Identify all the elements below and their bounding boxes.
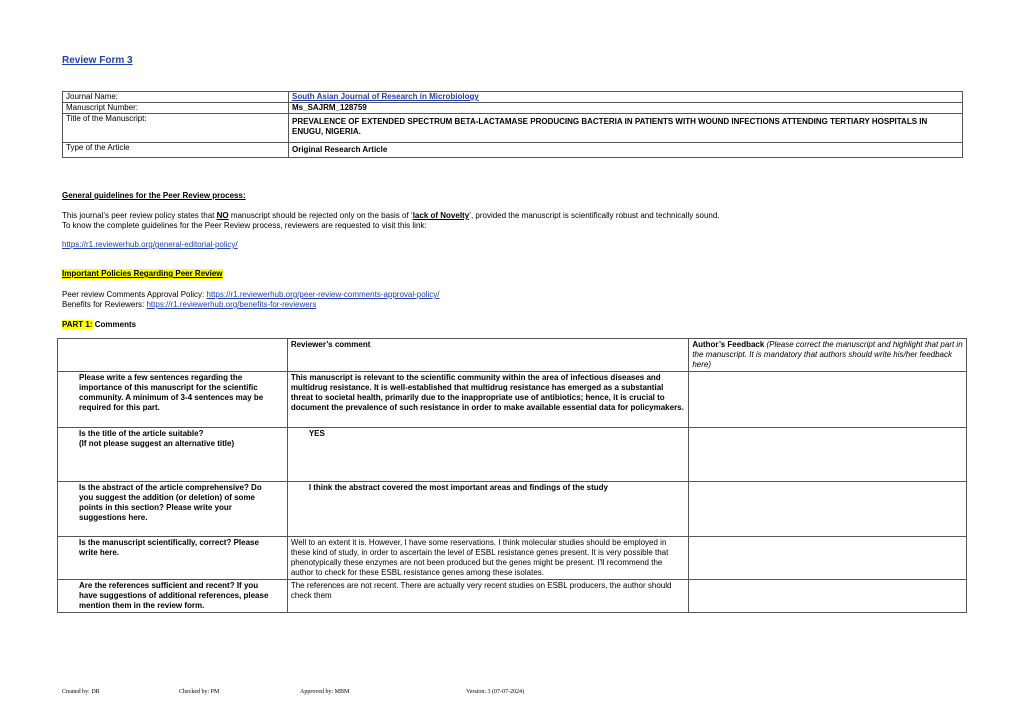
policy-text-end: ’, provided the manuscript is scientifically robust and technically sound.: [469, 211, 720, 220]
reviewer-comment-header: Reviewer’s comment: [287, 339, 689, 372]
article-type-row: [63, 143, 963, 158]
review-comments-table: [57, 338, 967, 613]
question-header-cell: [58, 339, 288, 372]
manuscript-info-table: [62, 91, 963, 158]
comment-title: YES: [287, 428, 689, 482]
author-feedback-input[interactable]: [689, 482, 967, 537]
table-row: [58, 537, 967, 580]
part-title: Comments: [92, 320, 137, 329]
author-feedback-input[interactable]: [689, 580, 967, 613]
footer-version: Version: 3 (07-07-2024): [466, 689, 524, 695]
guidelines-heading: General guidelines for the Peer Review process:: [62, 191, 246, 200]
approval-policy-link[interactable]: https://r1.reviewerhub.org/peer-review-comments-approval-policy/: [206, 290, 440, 299]
comment-importance: This manuscript is relevant to the scientific community within the area of infectious diseases and multidrug resistance. It is well-established that multidrug resistance has emerged as a substantial threat to societal health, primarily due to the inappropriate use of antibiotics; hence, it is crucial to document the prevalence of such resistance in order to make available essential data for policymakers.: [287, 372, 689, 428]
manuscript-number-row: [63, 103, 963, 114]
table-row: [58, 372, 967, 428]
approval-policy-line: [62, 290, 439, 300]
author-feedback-title: Author’s Feedback: [692, 340, 765, 349]
policies-heading: Important Policies Regarding Peer Review: [62, 269, 223, 278]
review-header-row: [58, 339, 967, 372]
manuscript-title-label: Title of the Manuscript:: [63, 114, 289, 143]
table-row: [58, 482, 967, 537]
author-feedback-header: [689, 339, 967, 372]
author-feedback-input[interactable]: [689, 372, 967, 428]
part-heading: [62, 320, 136, 330]
table-row: [58, 428, 967, 482]
benefits-link[interactable]: https://r1.reviewerhub.org/benefits-for-reviewers: [146, 300, 317, 309]
manuscript-number-label: Manuscript Number:: [63, 103, 289, 114]
question-references: Are the references sufficient and recent? If you have suggestions of additional references, please mention them in the review form.: [58, 580, 288, 613]
footer-created-by: Created by: DR: [62, 689, 100, 695]
footer-approved-by: Approved by: MBM: [300, 689, 350, 695]
benefits-label: Benefits for Reviewers:: [62, 300, 147, 309]
approval-policy-label: Peer review Comments Approval Policy:: [62, 290, 207, 299]
guidelines-visit-text: To know the complete guidelines for the Peer Review process, reviewers are requested to visit this link:: [62, 221, 427, 230]
author-feedback-input[interactable]: [689, 428, 967, 482]
policy-novelty-emphasis: lack of Novelty: [412, 211, 470, 220]
policy-text-start: This journal’s peer review policy states that: [62, 211, 217, 220]
benefits-line: [62, 300, 316, 310]
manuscript-title-value: PREVALENCE OF EXTENDED SPECTRUM BETA-LACTAMASE PRODUCING BACTERIA IN PATIENTS WITH WOUND INFECTIONS ATTENDING TERTIARY HOSPITALS IN ENUGU, NIGERIA.: [289, 114, 963, 143]
question-scientific: Is the manuscript scientifically, correct? Please write here.: [58, 537, 288, 580]
comment-references: The references are not recent. There are actually very recent studies on ESBL producers, the author should check them: [287, 580, 689, 613]
comment-scientific: Well to an extent it is. However, I have some reservations. I think molecular studies should be employed in these kind of study, in order to ascertain the level of ESBL resistance genes present. It is very possible that phenotypically these enzymes are not been produced but the genes might be present. I'll recommend the author to check for these ESBL resistance genes among these isolates.: [287, 537, 689, 580]
policy-text-middle: manuscript should be rejected only on the basis of ‘: [228, 211, 413, 220]
journal-name-link[interactable]: South Asian Journal of Research in Microbiology: [292, 92, 479, 101]
article-type-label: Type of the Article: [63, 143, 289, 158]
footer-checked-by: Checked by: PM: [179, 689, 220, 695]
journal-name-row: [63, 92, 963, 103]
author-feedback-instruction: (Please correct the manuscript and highlight that part in the manuscript. It is mandatory that authors should write his/her feedback here): [692, 340, 963, 369]
question-title: Is the title of the article suitable? (If not please suggest an alternative title): [58, 428, 288, 482]
part-label: PART 1:: [62, 320, 93, 329]
policy-no-emphasis: NO: [216, 211, 229, 220]
policy-statement: [62, 211, 962, 221]
manuscript-number-value: Ms_SAJRM_128759: [289, 103, 963, 114]
journal-name-label: Journal Name:: [63, 92, 289, 103]
author-feedback-input[interactable]: [689, 537, 967, 580]
form-title: Review Form 3: [62, 55, 133, 66]
table-row: [58, 580, 967, 613]
editorial-policy-link[interactable]: https://r1.reviewerhub.org/general-editorial-policy/: [62, 240, 238, 249]
question-abstract: Is the abstract of the article comprehensive? Do you suggest the addition (or deletion) of some points in this section? Please write your suggestions here.: [58, 482, 288, 537]
comment-abstract: I think the abstract covered the most important areas and findings of the study: [287, 482, 689, 537]
question-importance: Please write a few sentences regarding the importance of this manuscript for the scientific community. A minimum of 3-4 sentences may be required for this part.: [58, 372, 288, 428]
article-type-value: Original Research Article: [289, 143, 963, 158]
manuscript-title-row: [63, 114, 963, 143]
